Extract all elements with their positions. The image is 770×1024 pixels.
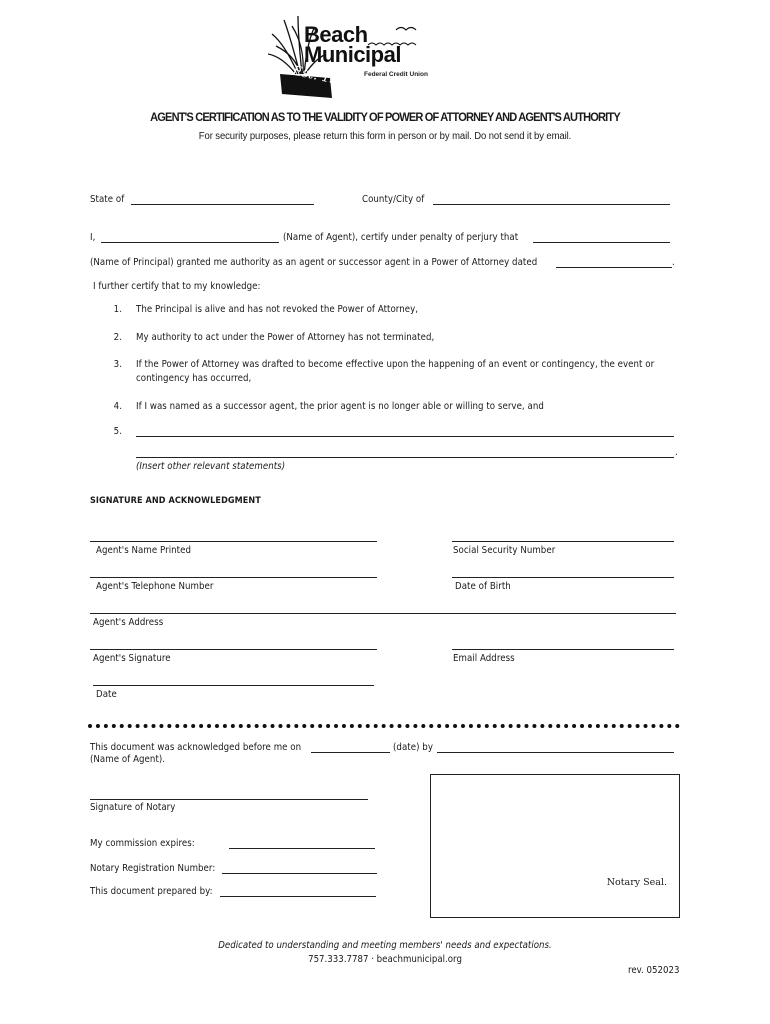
item5-end: .: [675, 447, 678, 458]
other-statement-line-1[interactable]: [136, 436, 674, 437]
email-label: Email Address: [453, 653, 515, 664]
item-number: 5.: [113, 426, 122, 437]
agent-name-field[interactable]: [101, 242, 279, 243]
county-field[interactable]: [433, 204, 670, 205]
ack-agent-text: (Name of Agent).: [90, 754, 166, 765]
email-field[interactable]: [452, 649, 674, 650]
notary-seal-box[interactable]: [430, 774, 680, 918]
item-text: If I was named as a successor agent, the prior agent is no longer able or willing to serve, and: [136, 401, 544, 412]
registration-label: Notary Registration Number:: [90, 863, 216, 874]
footer-tagline: Dedicated to understanding and meeting members' needs and expectations.: [218, 940, 552, 951]
signature-heading: SIGNATURE AND ACKNOWLEDGMENT: [90, 496, 261, 506]
date-field[interactable]: [93, 685, 374, 686]
further-certify-text: I further certify that to my knowledge:: [93, 281, 261, 292]
logo-fcu-text: Federal Credit Union: [364, 71, 428, 78]
footer-contact: 757.333.7787 · beachmunicipal.org: [308, 954, 462, 965]
dob-label: Date of Birth: [455, 581, 511, 592]
state-label: State of: [90, 194, 125, 205]
agent-signature-label: Agent's Signature: [93, 653, 171, 664]
notary-signature-label: Signature of Notary: [90, 802, 176, 813]
county-label: County/City of: [362, 194, 425, 205]
logo-est-text: Est. 1970: [291, 63, 356, 92]
other-statement-line-2[interactable]: [136, 457, 674, 458]
agent-signature-field[interactable]: [90, 649, 377, 650]
logo-municipal-text: Municipal: [304, 42, 401, 67]
ssn-field[interactable]: [452, 541, 674, 542]
ssn-label: Social Security Number: [453, 545, 556, 556]
revision-code: rev. 052023: [628, 965, 680, 976]
poa-date-field[interactable]: [556, 267, 672, 268]
item-text: My authority to act under the Power of Attorney has not terminated,: [136, 332, 435, 343]
commission-field[interactable]: [229, 848, 375, 849]
notary-seal-label: Notary Seal.: [606, 877, 667, 888]
item-text: If the Power of Attorney was drafted to become effective upon the happening of an event or contingency, the event or: [136, 359, 655, 370]
item-number: 4.: [113, 401, 122, 412]
form-subtitle: For security purposes, please return this form in person or by mail. Do not send it by email.: [198, 131, 572, 142]
prepared-by-field[interactable]: [220, 896, 376, 897]
ack-text: This document was acknowledged before me on: [90, 742, 302, 753]
prepared-by-label: This document prepared by:: [90, 886, 213, 897]
registration-field[interactable]: [222, 873, 377, 874]
item-number: 2.: [113, 332, 122, 343]
item-number: 3.: [113, 359, 122, 370]
notary-signature-field[interactable]: [90, 799, 368, 800]
agent-name-printed-field[interactable]: [90, 541, 377, 542]
dob-field[interactable]: [452, 577, 674, 578]
date-label: Date: [96, 689, 117, 700]
agent-address-field[interactable]: [90, 613, 676, 614]
agent-telephone-label: Agent's Telephone Number: [96, 581, 214, 592]
principal-text: (Name of Principal) granted me authority as an agent or successor agent in a Power of Attorney dated: [90, 257, 538, 268]
section-divider: [88, 724, 680, 728]
state-field[interactable]: [131, 204, 314, 205]
i-label: I,: [90, 232, 96, 243]
item-number: 1.: [113, 304, 122, 315]
agent-address-label: Agent's Address: [93, 617, 164, 628]
agent-telephone-field[interactable]: [90, 577, 377, 578]
beach-municipal-logo: [268, 12, 433, 98]
insert-other-note: (Insert other relevant statements): [136, 461, 286, 472]
commission-label: My commission expires:: [90, 838, 195, 849]
item-text: The Principal is alive and has not revoked the Power of Attorney,: [136, 304, 419, 315]
form-title: AGENT'S CERTIFICATION AS TO THE VALIDITY OF POWER OF ATTORNEY AND AGENT'S AUTHORITY: [150, 110, 620, 124]
item-text-continued: contingency has occurred,: [136, 373, 252, 384]
agent-name-printed-label: Agent's Name Printed: [96, 545, 191, 556]
logo-beach-text: Beach: [304, 22, 368, 47]
ack-date-field[interactable]: [311, 752, 390, 753]
principal-name-field[interactable]: [533, 242, 670, 243]
ack-agent-field[interactable]: [437, 752, 674, 753]
ack-date-text: (date) by: [393, 742, 433, 753]
principal-text-end: .: [672, 257, 675, 268]
agent-cert-text: (Name of Agent), certify under penalty of perjury that: [283, 232, 519, 243]
